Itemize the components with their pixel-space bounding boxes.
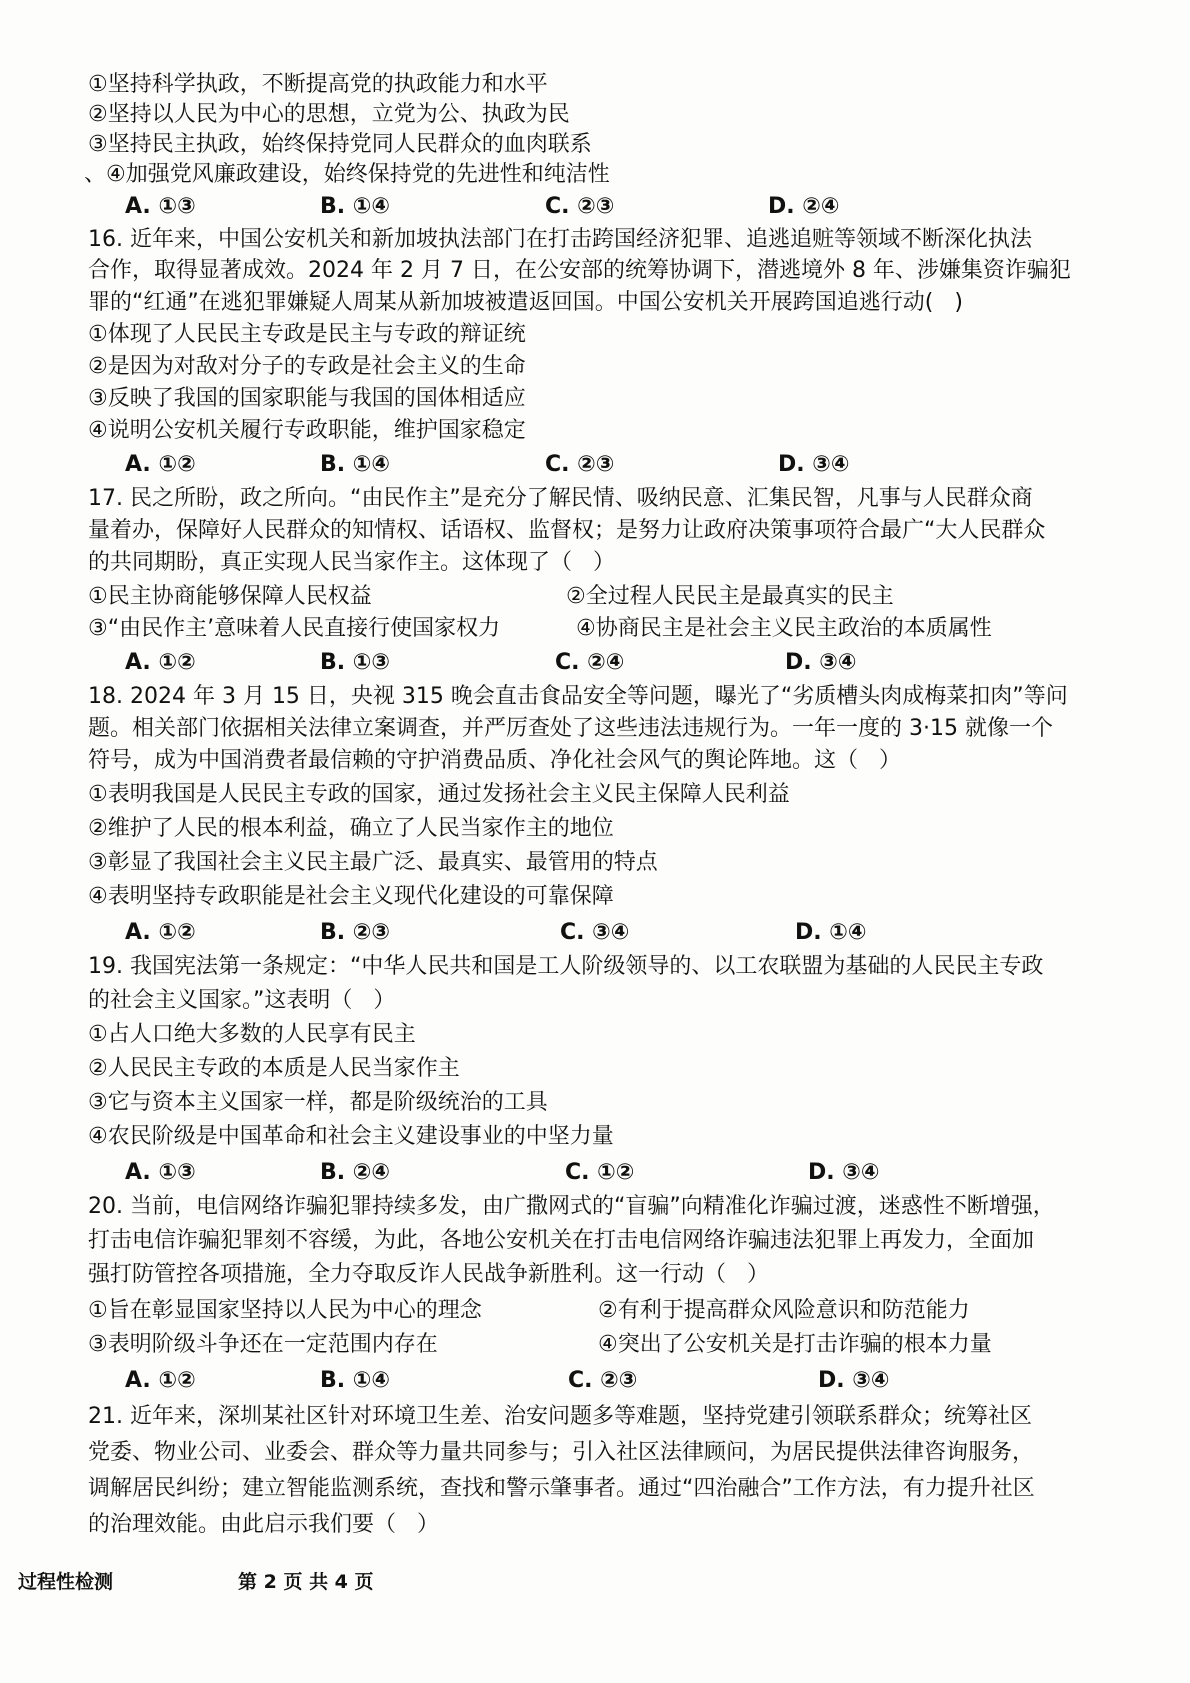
q18-option-b[interactable]: B. ②③: [320, 920, 391, 945]
q16-statement-3: ③反映了我国的国家职能与我国的国体相适应: [88, 386, 526, 411]
q19-statement-1: ①占人口绝大多数的人民享有民主: [88, 1022, 416, 1047]
q20-statements-row-2: [0, 1330, 1190, 1360]
q18-statement-2: ②维护了人民的根本利益，确立了人民当家作主的地位: [88, 816, 614, 841]
q17-statements-row-2: [0, 614, 1190, 644]
q20-statement-2: ②有利于提高群众风险意识和防范能力: [598, 1298, 970, 1323]
q15-option-b[interactable]: B. ①④: [320, 194, 391, 219]
q15-statement-1: ①坚持科学执政，不断提高党的执政能力和水平: [88, 72, 548, 97]
q16-option-c[interactable]: C. ②③: [545, 452, 615, 477]
q15-statement-4: 、④加强党风廉政建设，始终保持党的先进性和纯洁性: [84, 162, 610, 187]
q19-options: [0, 1158, 1190, 1188]
q18-statement-3: ③彰显了我国社会主义民主最广泛、最真实、最管用的特点: [88, 850, 658, 875]
footer-exam-label: 过程性检测: [18, 1571, 114, 1593]
q17-statement-4: ④协商民主是社会主义民主政治的本质属性: [576, 616, 992, 641]
q16-stem-line-2: 合作，取得显著成效。2024 年 2 月 7 日，在公安部的统筹协调下，潜逃境外 8 年、涉嫌集资诈骗犯: [88, 258, 1071, 283]
q19-stem-line-1: 19. 我国宪法第一条规定：“中华人民共和国是工人阶级领导的、以工农联盟为基础的人民民主专政: [88, 954, 1044, 979]
page-footer: [0, 1568, 1190, 1596]
q17-option-a[interactable]: A. ①②: [125, 650, 196, 675]
q16-statement-1: ①体现了人民民主专政是民主与专政的辩证统: [88, 322, 526, 347]
q20-stem-line-2: 打击电信诈骗犯罪刻不容缓，为此，各地公安机关在打击电信网络诈骗违法犯罪上再发力，全面加: [88, 1228, 1035, 1253]
q19-option-d[interactable]: D. ③④: [808, 1160, 880, 1185]
q18-option-d[interactable]: D. ①④: [795, 920, 867, 945]
q18-statement-4: ④表明坚持专政职能是社会主义现代化建设的可靠保障: [88, 884, 614, 909]
q20-statements-row-1: [0, 1296, 1190, 1326]
q15-option-a[interactable]: A. ①③: [125, 194, 196, 219]
q17-statement-3: ③“由民作主’意味着人民直接行使国家权力: [88, 616, 501, 641]
q18-stem-line-3: 符号，成为中国消费者最信赖的守护消费品质、净化社会风气的舆论阵地。这（ ）: [88, 748, 901, 773]
q17-stem-line-3: 的共同期盼，真正实现人民当家作主。这体现了（ ）: [88, 550, 615, 575]
q16-stem-line-3: 罪的“红通”在逃犯罪嫌疑人周某从新加坡被遣返回国。中国公安机关开展跨国追逃行动( ): [88, 290, 963, 315]
q20-stem-line-3: 强打防管控各项措施，全力夺取反诈人民战争新胜利。这一行动（ ）: [88, 1262, 769, 1287]
q20-option-b[interactable]: B. ①④: [320, 1368, 391, 1393]
q21-stem-line-2: 党委、物业公司、业委会、群众等力量共同参与；引入社区法律顾问，为居民提供法律咨询服务，: [88, 1440, 1035, 1465]
q18-option-a[interactable]: A. ①②: [125, 920, 196, 945]
q20-stem-line-1: 20. 当前，电信网络诈骗犯罪持续多发，由广撒网式的“盲骗”向精准化诈骗过渡，迷惑性不断增强，: [88, 1194, 1055, 1219]
q19-option-a[interactable]: A. ①③: [125, 1160, 196, 1185]
q21-stem-line-3: 调解居民纠纷；建立智能监测系统，查找和警示肇事者。通过“四治融合”工作方法，有力提升社区: [88, 1476, 1035, 1501]
q20-option-a[interactable]: A. ①②: [125, 1368, 196, 1393]
q15-option-d[interactable]: D. ②④: [768, 194, 840, 219]
q17-options: [0, 648, 1190, 678]
q15-option-c[interactable]: C. ②③: [545, 194, 615, 219]
q21-stem-line-1: 21. 近年来，深圳某社区针对环境卫生差、治安问题多等难题，坚持党建引领联系群众；统筹社区: [88, 1404, 1032, 1429]
q16-statement-4: ④说明公安机关履行专政职能，维护国家稳定: [88, 418, 526, 443]
q20-statement-4: ④突出了公安机关是打击诈骗的根本力量: [598, 1332, 992, 1357]
q15-options: [0, 192, 1190, 222]
q19-statement-4: ④农民阶级是中国革命和社会主义建设事业的中坚力量: [88, 1124, 614, 1149]
q16-option-d[interactable]: D. ③④: [778, 452, 850, 477]
q19-option-c[interactable]: C. ①②: [565, 1160, 635, 1185]
q18-stem-line-1: 18. 2024 年 3 月 15 日，央视 315 晚会直击食品安全等问题，曝光了“劣质槽头肉成梅菜扣肉”等问: [88, 684, 1068, 709]
q18-statement-1: ①表明我国是人民民主专政的国家，通过发扬社会主义民主保障人民利益: [88, 782, 790, 807]
q20-statement-3: ③表明阶级斗争还在一定范围内存在: [88, 1332, 438, 1357]
q20-options: [0, 1366, 1190, 1396]
footer-page-number: 第 2 页 共 4 页: [238, 1571, 374, 1593]
q20-option-d[interactable]: D. ③④: [818, 1368, 890, 1393]
q20-option-c[interactable]: C. ②③: [568, 1368, 638, 1393]
q18-stem-line-2: 题。相关部门依据相关法律立案调查，并严厉查处了这些违法违规行为。一年一度的 3·15 就像一个: [88, 716, 1053, 741]
q16-options: [0, 450, 1190, 480]
q19-stem-line-2: 的社会主义国家。”这表明（ ）: [88, 988, 396, 1013]
q17-stem-line-1: 17. 民之所盼，政之所向。“由民作主”是充分了解民情、吸纳民意、汇集民智，凡事与人民群众商: [88, 486, 1033, 511]
q17-stem-line-2: 量着办，保障好人民群众的知情权、话语权、监督权；是努力让政府决策事项符合最广“大人民群众: [88, 518, 1046, 543]
q18-options: [0, 918, 1190, 948]
q19-statement-3: ③它与资本主义国家一样，都是阶级统治的工具: [88, 1090, 548, 1115]
q17-option-d[interactable]: D. ③④: [785, 650, 857, 675]
q17-statement-2: ②全过程人民民主是最真实的民主: [566, 584, 894, 609]
q17-statement-1: ①民主协商能够保障人民权益: [88, 584, 372, 609]
q21-stem-line-4: 的治理效能。由此启示我们要（ ）: [88, 1512, 439, 1537]
q17-option-c[interactable]: C. ②④: [555, 650, 625, 675]
q19-option-b[interactable]: B. ②④: [320, 1160, 391, 1185]
q16-statement-2: ②是因为对敌对分子的专政是社会主义的生命: [88, 354, 526, 379]
q18-option-c[interactable]: C. ③④: [560, 920, 630, 945]
q16-stem-line-1: 16. 近年来，中国公安机关和新加坡执法部门在打击跨国经济犯罪、追逃追赃等领域不断深化执法: [88, 227, 1032, 252]
q15-statement-2: ②坚持以人民为中心的思想，立党为公、执政为民: [88, 102, 570, 127]
q17-option-b[interactable]: B. ①③: [320, 650, 391, 675]
q20-statement-1: ①旨在彰显国家坚持以人民为中心的理念: [88, 1298, 482, 1323]
q15-statement-3: ③坚持民主执政，始终保持党同人民群众的血肉联系: [88, 132, 592, 157]
q16-option-b[interactable]: B. ①④: [320, 452, 391, 477]
q19-statement-2: ②人民民主专政的本质是人民当家作主: [88, 1056, 460, 1081]
q17-statements-row-1: [0, 582, 1190, 612]
q16-option-a[interactable]: A. ①②: [125, 452, 196, 477]
